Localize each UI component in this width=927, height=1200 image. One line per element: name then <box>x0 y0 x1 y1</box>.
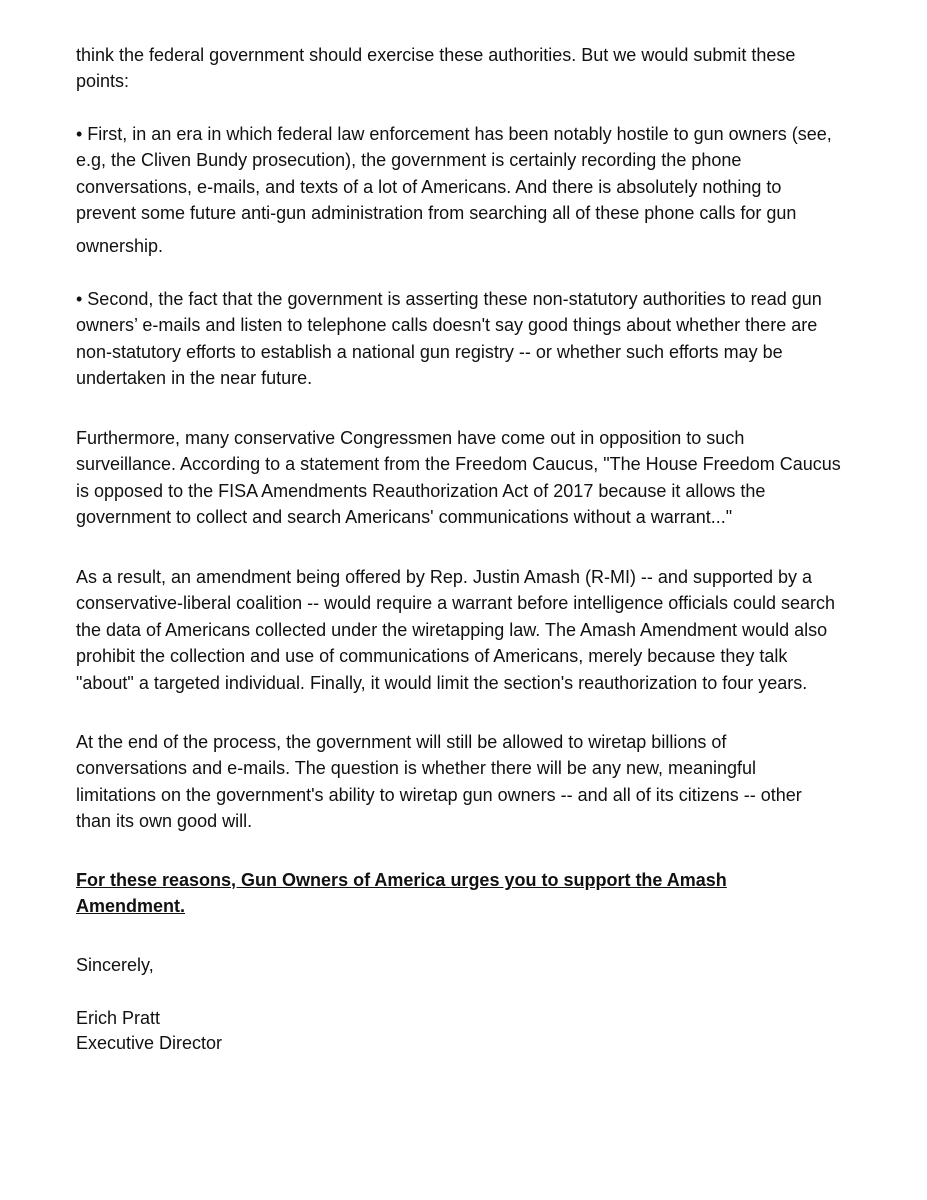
text-line: "about" a targeted individual. Finally, it would limit the section's reauthorization to four years. <box>76 672 808 693</box>
text-line: undertaken in the near future. <box>76 368 313 389</box>
signer-name: Erich Pratt <box>76 1008 161 1028</box>
text-line: prevent some future anti-gun administration from searching all of these phone calls for gun <box>76 203 797 224</box>
text-line: than its own good will. <box>76 811 253 832</box>
text-line: surveillance. According to a statement from the Freedom Caucus, "The House Freedom Caucus <box>76 454 841 475</box>
text-line: At the end of the process, the government will still be allowed to wiretap billions of <box>76 732 727 752</box>
text-line: government to collect and search Americans' communications without a warrant..." <box>76 507 733 528</box>
text-line: • First, in an era in which federal law enforcement has been notably hostile to gun owners (see, <box>76 124 832 144</box>
paragraph-end-of-process <box>76 729 802 835</box>
closing <box>76 952 154 978</box>
signer-title: Executive Director <box>76 1032 223 1053</box>
text-line: is opposed to the FISA Amendments Reauthorization Act of 2017 because it allows the <box>76 480 766 501</box>
text-line: conversations and e-mails. The question is whether there will be any new, meaningful <box>76 758 757 779</box>
text-line: e.g, the Cliven Bundy prosecution), the government is certainly recording the phone <box>76 150 742 171</box>
text-line: the data of Americans collected under the wiretapping law. The Amash Amendment would also <box>76 619 828 640</box>
text-line: conversations, e-mails, and texts of a lot of Americans. And there is absolutely nothing to <box>76 176 782 197</box>
conclusion-statement <box>76 867 727 920</box>
text-line: • Second, the fact that the government is asserting these non-statutory authorities to read gun <box>76 289 822 309</box>
text-line: think the federal government should exercise these authorities. But we would submit these <box>76 45 796 65</box>
text-line: As a result, an amendment being offered by Rep. Justin Amash (R-MI) -- and supported by a <box>76 567 813 587</box>
text-line: Furthermore, many conservative Congressmen have come out in opposition to such <box>76 428 745 448</box>
signature-block <box>76 1006 222 1055</box>
text-line: non-statutory efforts to establish a national gun registry -- or whether such efforts may be <box>76 341 783 362</box>
text-line: ownership. <box>76 235 164 256</box>
text-line: limitations on the government's ability to wiretap gun owners -- and all of its citizens -- other <box>76 784 802 805</box>
text-line: Amendment. <box>76 896 186 917</box>
text-line: prohibit the collection and use of communications of Americans, merely because they talk <box>76 646 788 667</box>
text-line: conservative-liberal coalition -- would require a warrant before intelligence officials could search <box>76 593 836 614</box>
paragraph-bullet-first <box>76 121 832 259</box>
text-line: points: <box>76 71 130 92</box>
text-line: For these reasons, Gun Owners of America urges you to support the Amash <box>76 870 727 890</box>
text-line: owners’ e-mails and listen to telephone calls doesn't say good things about whether there are <box>76 315 818 336</box>
closing-text: Sincerely, <box>76 955 154 975</box>
paragraph-bullet-second <box>76 286 822 392</box>
paragraph-freedom-caucus <box>76 425 841 531</box>
paragraph-amash-amendment <box>76 564 835 696</box>
paragraph-intro <box>76 42 795 95</box>
